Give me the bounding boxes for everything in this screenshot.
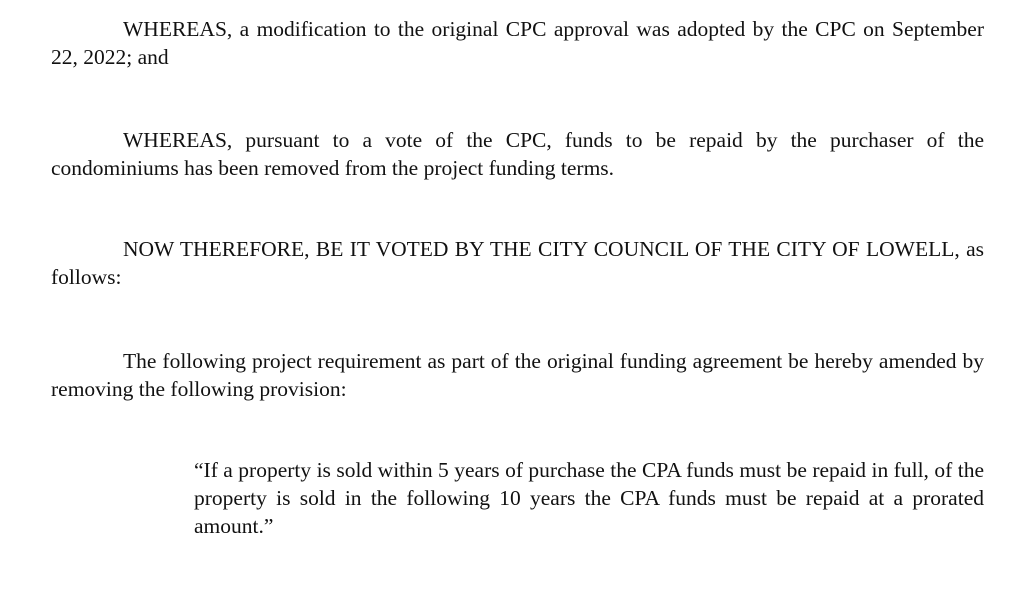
whereas-funds-removed-paragraph: WHEREAS, pursuant to a vote of the CPC, funds to be repaid by the purchaser of the condominiums has been removed from the project funding terms.: [51, 128, 984, 180]
now-therefore-paragraph: NOW THEREFORE, BE IT VOTED BY THE CITY COUNCIL OF THE CITY OF LOWELL, as follows:: [51, 237, 984, 289]
amendment-paragraph: The following project requirement as part of the original funding agreement be hereby amended by removing the following provision:: [51, 349, 984, 401]
whereas-cpc-modification-paragraph: WHEREAS, a modification to the original CPC approval was adopted by the CPC on September 22, 2022; and: [51, 17, 984, 69]
removed-provision-quote: “If a property is sold within 5 years of purchase the CPA funds must be repaid in full, of the property is sold in the following 10 years the CPA funds must be repaid at a prorated amount.”: [194, 458, 984, 538]
